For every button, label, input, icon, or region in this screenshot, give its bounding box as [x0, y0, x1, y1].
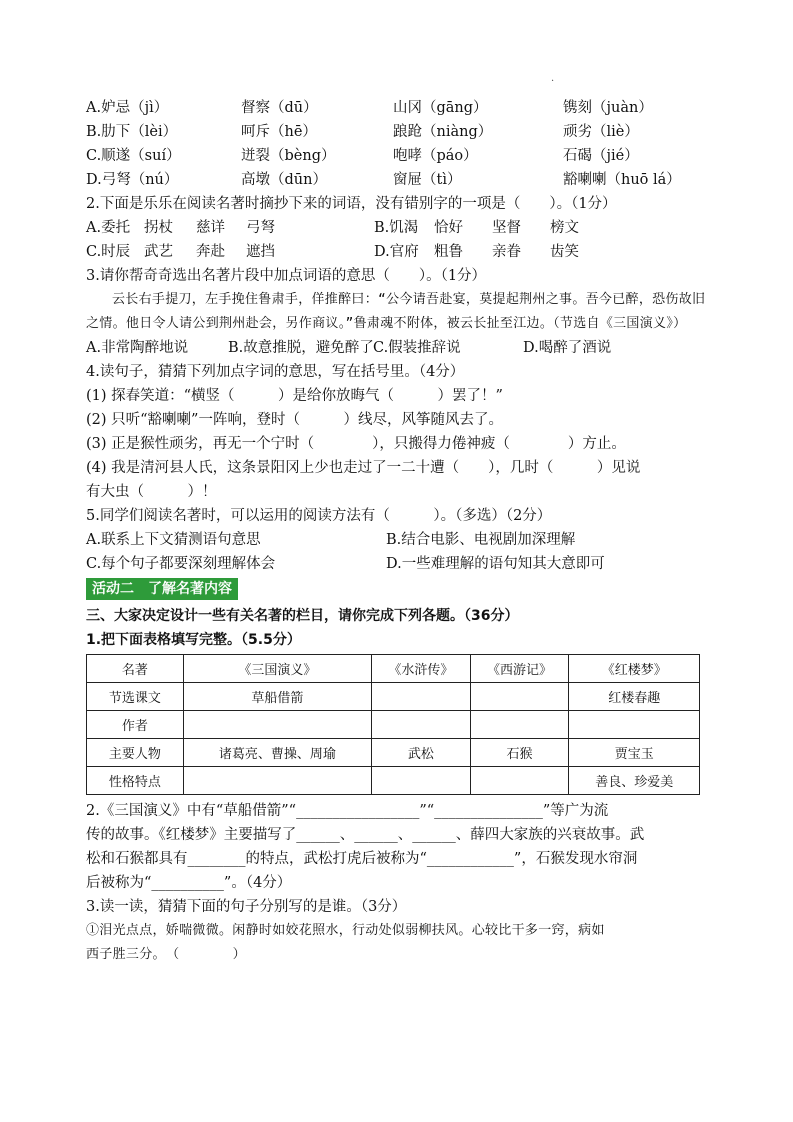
word: 坚督 — [492, 220, 521, 236]
option-text: 顽劣（liè） — [563, 124, 639, 140]
table-cell-blank[interactable] — [371, 767, 470, 795]
table-row — [87, 683, 700, 711]
famous-books-table — [86, 654, 700, 795]
q5-options-row-1 — [86, 528, 706, 552]
word: 武艺 — [144, 244, 173, 260]
q4-item: 有大虫（ ）！ — [86, 484, 217, 500]
table-cell-blank[interactable] — [183, 767, 371, 795]
table-cell: 《西游记》 — [470, 655, 569, 683]
table-cell: 性格特点 — [87, 767, 184, 795]
option-text: 迸裂（bèng） — [241, 148, 336, 164]
q4-item: (1) 探春笑道：“横竖（ ）是给你放晦气（ ）罢了！” — [86, 388, 503, 404]
word: 遮挡 — [246, 244, 275, 260]
q3-stem: 3.请你帮奇奇选出名著片段中加点词语的意思（ ）。（1分） — [86, 268, 487, 284]
q2-row-1 — [86, 216, 706, 240]
table-row — [87, 767, 700, 795]
table-cell: 《红楼梦》 — [569, 655, 700, 683]
table-cell: 《三国演义》 — [183, 655, 371, 683]
option-text: C.假装推辞说 — [373, 340, 461, 356]
option-text: B.结合电影、电视剧加深理解 — [386, 532, 576, 548]
option-text: 镌刻（juàn） — [563, 100, 653, 116]
q4-item: (2) 只听“豁喇喇”一阵响，登时（ ）线尽，风筝随风去了。 — [86, 412, 503, 428]
word: D.官府 — [374, 244, 419, 260]
option-text: 山冈（gāng） — [393, 100, 488, 116]
table-cell: 主要人物 — [87, 739, 184, 767]
option-text: 窗屉（tì） — [393, 172, 462, 188]
table-row — [87, 711, 700, 739]
table-cell: 石猴 — [470, 739, 569, 767]
word: 慈详 — [196, 220, 225, 236]
option-text: 督察（dū） — [241, 100, 318, 116]
q5-stem: 5.同学们阅读名著时，可以运用的阅读方法有（ ）。（多选）（2分） — [86, 508, 552, 524]
word: 亲眷 — [492, 244, 521, 260]
table-cell: 草船借箭 — [183, 683, 371, 711]
option-text: B.肋下（lèi） — [86, 124, 178, 140]
option-text: 高墩（dūn） — [241, 172, 327, 188]
table-cell-blank[interactable] — [470, 711, 569, 739]
table-cell: 红楼春趣 — [569, 683, 700, 711]
option-text: C.顺遂（suí） — [86, 148, 181, 164]
option-text: A.联系上下文猜测语句意思 — [86, 532, 261, 548]
option-text: 石碣（jié） — [563, 148, 639, 164]
table-question-stem: 1.把下面表格填写完整。（5.5分） — [86, 632, 301, 648]
word: A.委托 — [86, 220, 131, 236]
q4-item: (4) 我是清河县人氏，这条景阳冈上少也走过了一二十遭（ ），几时（ ）见说 — [86, 460, 641, 476]
table-cell-blank[interactable] — [470, 767, 569, 795]
fill-question-line: 松和石猴都具有________的特点，武松打虎后被称为“____________”，石猴发现水帘洞 — [86, 851, 638, 867]
q3-options — [86, 336, 706, 360]
page-mark: · — [551, 76, 555, 87]
guess-question-text: ①泪光点点，娇喘微微。闲静时如姣花照水，行动处似弱柳扶风。心较比干多一窍，病如 — [86, 923, 605, 938]
table-row — [87, 655, 700, 683]
q1-option-a — [86, 96, 706, 120]
table-cell-blank[interactable] — [371, 711, 470, 739]
q4-stem: 4.读句子，猜猜下列加点字词的意思，写在括号里。（4分） — [86, 364, 465, 380]
table-cell: 诸葛亮、曹操、周瑜 — [183, 739, 371, 767]
option-text: 踉跄（niàng） — [393, 124, 493, 140]
activity-section-banner — [86, 576, 706, 600]
q3-passage: 云长右手提刀，左手挽住鲁肃手，佯推醉曰：“公今请吾赴宴，莫提起荆州之事。吾今已醉，恐伤故旧之情。他日令人请公到荆州赴会，另作商议。”鲁肃魂不附体，被云长扯至江边。（节选自《三国演义》） — [86, 292, 706, 331]
q1-option-b — [86, 120, 706, 144]
option-text: B.故意推脱，避免醉了 — [228, 340, 374, 356]
word: 拐杖 — [144, 220, 173, 236]
table-cell: 武松 — [371, 739, 470, 767]
option-text: A.非常陶醉地说 — [86, 340, 189, 356]
fill-question-line: 传的故事。《红楼梦》主要描写了______、______、______、薛四大家族的兴衰故事。武 — [86, 827, 645, 843]
table-cell: 作者 — [87, 711, 184, 739]
word: B.饥渴 — [374, 220, 419, 236]
word: C.时辰 — [86, 244, 131, 260]
option-text: C.每个句子都要深刻理解体会 — [86, 556, 276, 572]
table-cell: 名著 — [87, 655, 184, 683]
table-row — [87, 739, 700, 767]
table-cell: 《水浒传》 — [371, 655, 470, 683]
table-cell-blank[interactable] — [183, 711, 371, 739]
q4-item: (3) 正是猴性顽劣，再无一个宁时（ ），只搬得力倦神疲（ ）方止。 — [86, 436, 626, 452]
table-cell: 节选课文 — [87, 683, 184, 711]
word: 奔赴 — [196, 244, 225, 260]
table-cell-blank[interactable] — [569, 711, 700, 739]
word: 榜文 — [550, 220, 579, 236]
q5-options-row-2 — [86, 552, 706, 576]
table-cell-blank[interactable] — [371, 683, 470, 711]
q2-stem: 2.下面是乐乐在阅读名著时摘抄下来的词语，没有错别字的一项是（ ）。（1分） — [86, 196, 617, 212]
option-text: D.一些难理解的语句知其大意即可 — [386, 556, 605, 572]
worksheet-page — [86, 96, 706, 967]
q1-option-c — [86, 144, 706, 168]
q2-row-2 — [86, 240, 706, 264]
word: 恰好 — [434, 220, 463, 236]
option-text: 呵斥（hē） — [241, 124, 317, 140]
option-text: D.喝醉了酒说 — [523, 340, 612, 356]
option-text: 咆哮（páo） — [393, 148, 478, 164]
option-text: 豁喇喇（huō lá） — [563, 172, 681, 188]
fill-question-line: 2.《三国演义》中有“草船借箭”“_________________”“_______________”等广为流 — [86, 803, 609, 819]
word: 弓弩 — [246, 220, 275, 236]
table-cell: 贾宝玉 — [569, 739, 700, 767]
word: 齿笑 — [550, 244, 579, 260]
section-three-heading: 三、大家决定设计一些有关名著的栏目，请你完成下列各题。（36分） — [86, 608, 519, 624]
activity-heading: 活动二 了解名著内容 — [86, 578, 238, 600]
fill-question-line: 后被称为“__________”。（4分） — [86, 875, 292, 891]
option-text: A.妒忌（jì） — [86, 100, 169, 116]
guess-question-text: 西子胜三分。 （ ） — [86, 947, 246, 962]
option-text: D.弓弩（nú） — [86, 172, 179, 188]
guess-question-stem: 3.读一读，猜猜下面的句子分别写的是谁。（3分） — [86, 899, 407, 915]
table-cell-blank[interactable] — [470, 683, 569, 711]
q1-option-d — [86, 168, 706, 192]
word: 粗鲁 — [434, 244, 463, 260]
table-cell: 善良、珍爱美 — [569, 767, 700, 795]
